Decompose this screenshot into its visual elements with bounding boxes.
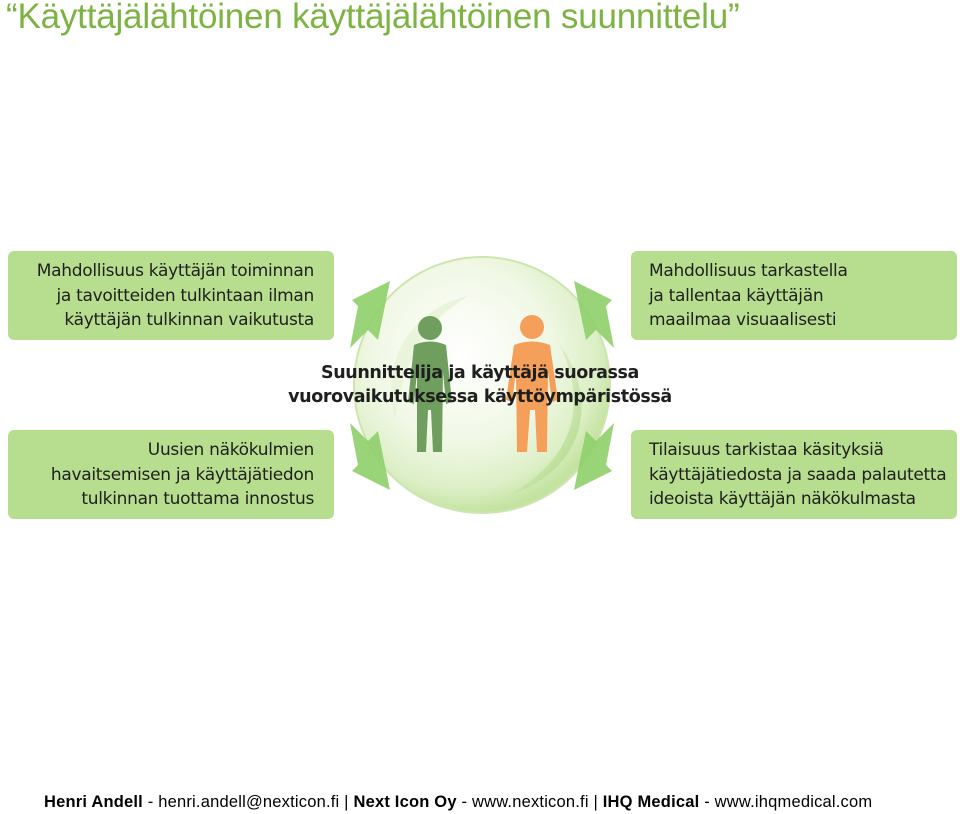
footer-separator: - bbox=[456, 793, 472, 811]
footer-company-next-icon: Next Icon Oy bbox=[353, 793, 457, 811]
box-top-left-line: Mahdollisuus käyttäjän toiminnan bbox=[36, 261, 314, 281]
center-caption-line: vuorovaikutuksessa käyttöympäristössä bbox=[288, 387, 672, 407]
footer-website-link-ihq[interactable]: www.ihqmedical.com bbox=[714, 793, 873, 811]
footer-website-link-nexticon[interactable]: www.nexticon.fi bbox=[471, 793, 589, 811]
footer-company-ihq: IHQ Medical bbox=[602, 793, 700, 811]
box-bottom-left-line: tulkinnan tuottama innostus bbox=[81, 489, 314, 509]
box-bottom-left bbox=[8, 430, 334, 519]
box-top-left-line: käyttäjän tulkinnan vaikutusta bbox=[64, 310, 314, 330]
box-top-left-line: ja tavoitteiden tulkintaan ilman bbox=[56, 285, 314, 306]
box-top-left bbox=[8, 251, 334, 340]
box-top-right bbox=[631, 251, 957, 340]
box-top-right-line: maailmaa visuaalisesti bbox=[649, 310, 837, 330]
box-bottom-left-line: havaitsemisen ja käyttäjätiedon bbox=[50, 464, 314, 485]
box-bottom-left-line: Uusien näkökulmien bbox=[147, 440, 314, 460]
footer-separator: - bbox=[142, 793, 159, 811]
center-caption-line: Suunnittelija ja käyttäjä suorassa bbox=[321, 363, 639, 383]
footer bbox=[44, 790, 872, 814]
box-bottom-right-line: käyttäjätiedosta ja saada palautetta bbox=[649, 464, 947, 485]
box-top-right-line: Mahdollisuus tarkastella bbox=[649, 261, 848, 281]
box-bottom-right bbox=[631, 430, 957, 519]
footer-separator: - bbox=[699, 793, 715, 811]
footer-author: Henri Andell bbox=[44, 793, 143, 811]
box-top-right-line: ja tallentaa käyttäjän bbox=[649, 285, 824, 306]
footer-pipe: | bbox=[588, 793, 603, 811]
box-bottom-right-line: ideoista käyttäjän näkökulmasta bbox=[649, 489, 916, 509]
center-caption bbox=[280, 361, 680, 409]
page-title: “Käyttäjälähtöinen käyttäjälähtöinen suunnittelu” bbox=[6, 0, 740, 36]
footer-pipe: | bbox=[339, 793, 354, 811]
box-bottom-right-line: Tilaisuus tarkistaa käsityksiä bbox=[649, 440, 884, 460]
footer-email-link[interactable]: henri.andell@nexticon.fi bbox=[158, 793, 340, 811]
